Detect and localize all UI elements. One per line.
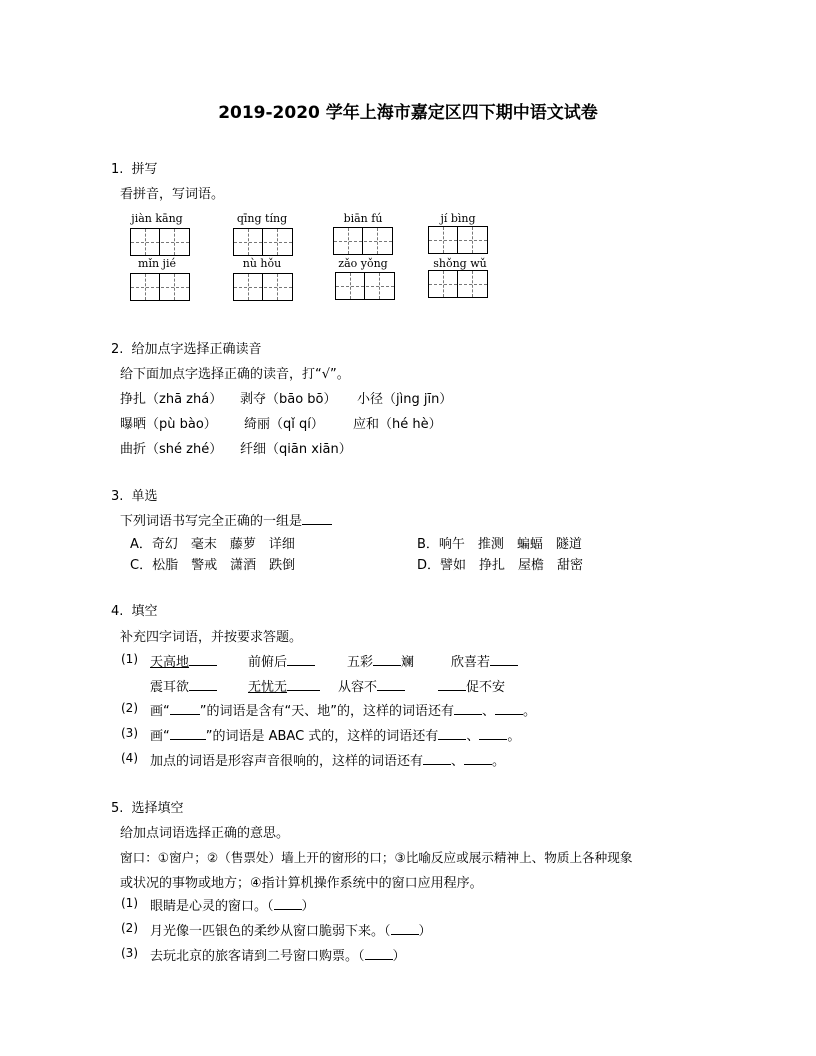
close-paren: ）: [418, 924, 432, 939]
pinyin-label: shǒng wǔ: [433, 257, 487, 270]
q2-item[interactable]: 应和（hé hè）: [353, 417, 442, 432]
q4-heading: [111, 600, 158, 619]
q1-instruction: 看拼音，写词语。: [120, 187, 225, 202]
writing-grid[interactable]: [233, 273, 293, 301]
writing-grid[interactable]: [335, 272, 395, 300]
answer-blank[interactable]: [495, 702, 523, 715]
q4-number: 4.: [111, 604, 124, 619]
q4-sub1-number: (1): [121, 652, 138, 666]
answer-blank[interactable]: [373, 653, 401, 666]
q2-item[interactable]: 曲折（shé zhé）: [120, 442, 223, 457]
word-text: 斓: [401, 655, 415, 670]
writing-grid[interactable]: [130, 273, 190, 301]
answer-blank[interactable]: [454, 702, 482, 715]
q4-sub2-text: 画“: [150, 704, 170, 719]
q4-instruction: 补充四字词语，并按要求答题。: [120, 630, 303, 645]
page-title: 2019-2020 学年上海市嘉定区四下期中语文试卷: [218, 103, 598, 123]
q5-sub1-number: (1): [121, 896, 138, 910]
answer-blank[interactable]: [438, 678, 466, 691]
q4-sub3-number: (3): [121, 726, 138, 740]
close-paren: ）: [301, 899, 315, 914]
writing-grid[interactable]: [428, 270, 488, 298]
answer-blank[interactable]: [391, 922, 419, 935]
separator: 、: [451, 754, 465, 769]
word-text: 欣喜若: [451, 655, 491, 670]
pinyin-label: biān fú: [343, 212, 383, 225]
q2-title: 给加点字选择正确读音: [131, 342, 262, 357]
q2-number: 2.: [111, 342, 124, 357]
q2-item[interactable]: 小径（jìng jīn）: [357, 392, 453, 407]
separator: 、: [466, 729, 480, 744]
q2-item[interactable]: 挣扎（zhā zhá）: [120, 392, 223, 407]
pinyin-label: mǐn jié: [138, 257, 176, 270]
answer-blank[interactable]: [490, 653, 518, 666]
q3-stem: [120, 510, 332, 529]
q5-sub3-number: (3): [121, 946, 138, 960]
writing-grid[interactable]: [428, 226, 488, 254]
answer-blank[interactable]: [377, 678, 405, 691]
writing-grid[interactable]: [233, 228, 293, 256]
word-text: 促不安: [466, 680, 506, 695]
q4-title: 填空: [131, 604, 158, 619]
pinyin-label: zǎo yǒng: [338, 257, 388, 270]
q5-sub2-number: (2): [121, 921, 138, 935]
q1-number: 1.: [111, 162, 124, 177]
q4-sub2-number: (2): [121, 701, 138, 715]
separator: 、: [481, 704, 495, 719]
period: 。: [522, 704, 536, 719]
answer-blank[interactable]: [365, 947, 393, 960]
q4-sub4-text: 加点的词语是形容声音很响的，这样的词语还有: [150, 754, 424, 769]
q5-sub3-text: 去玩北京的旅客请到二号窗口购票。（: [150, 949, 365, 964]
period: 。: [507, 729, 521, 744]
answer-blank[interactable]: [423, 752, 451, 765]
word-text: 震耳欲: [150, 680, 190, 695]
answer-blank[interactable]: [302, 512, 332, 525]
writing-grid[interactable]: [130, 228, 190, 256]
word-text: 五彩: [347, 655, 374, 670]
period: 。: [492, 754, 506, 769]
q4-sub3-text: 画“: [150, 729, 170, 744]
pinyin-label: jí bìng: [440, 212, 476, 225]
q5-sub2-text: 月光像一匹银色的柔纱从窗口脆弱下来。（: [150, 924, 391, 939]
answer-blank[interactable]: [464, 752, 492, 765]
q2-item[interactable]: 剥夺（bāo bō）: [240, 392, 337, 407]
q4-word: [150, 651, 217, 670]
q4-sub2-text: ”的词语是含有“天、地”的，这样的词语还有: [199, 704, 454, 719]
q2-item[interactable]: 曝晒（pù bào）: [120, 417, 217, 432]
option-a[interactable]: A．奇幻 毫末 藤萝 详细: [130, 537, 295, 552]
q4-sub2: [150, 700, 536, 719]
q4-word: [338, 676, 405, 695]
answer-blank[interactable]: [479, 727, 507, 740]
underline-sample: [170, 702, 200, 715]
pinyin-label: nù hǒu: [242, 257, 282, 270]
writing-grid[interactable]: [333, 227, 393, 255]
pinyin-label: jiàn kāng: [131, 212, 183, 225]
q4-word: [347, 651, 414, 670]
q4-sub4: [150, 750, 505, 769]
answer-blank[interactable]: [189, 653, 217, 666]
q2-instruction: 给下面加点字选择正确的读音，打“√”。: [120, 367, 350, 382]
answer-blank[interactable]: [189, 678, 217, 691]
q4-word: [150, 676, 217, 695]
q5-title: 选择填空: [131, 801, 184, 816]
q5-number: 5.: [111, 801, 124, 816]
close-paren: ）: [392, 949, 406, 964]
q5-definition-line: 或状况的事物或地方；④指计算机操作系统中的窗口应用程序。: [120, 876, 483, 891]
pinyin-label: qīng tíng: [236, 212, 288, 225]
q3-number: 3.: [111, 489, 124, 504]
q5-sub2: [150, 920, 432, 939]
word-underlined: 无忧无: [248, 680, 288, 695]
word-text: 前俯后: [248, 655, 288, 670]
answer-blank[interactable]: [287, 678, 320, 691]
answer-blank[interactable]: [438, 727, 466, 740]
q2-item[interactable]: 绮丽（qǐ qí）: [244, 417, 324, 432]
q4-word: [451, 651, 518, 670]
word-text: 从容不: [338, 680, 378, 695]
q4-word: [438, 676, 505, 695]
option-d[interactable]: D．譬如 挣扎 屋檐 甜密: [417, 558, 584, 573]
q4-word: [248, 651, 315, 670]
option-b[interactable]: B．响午 推测 蝙蝠 隧道: [417, 537, 582, 552]
q1-heading: [111, 158, 158, 177]
q1-title: 拼写: [131, 162, 158, 177]
q2-heading: [111, 338, 262, 357]
q5-definition-line: 窗口：①窗户；②（售票处）墙上开的窗形的口；③比喻反应或展示精神上、物质上各种现象: [120, 850, 633, 865]
q3-stem-text: 下列词语书写完全正确的一组是: [120, 514, 303, 529]
q5-sub3: [150, 945, 406, 964]
q2-item[interactable]: 纤细（qiān xiān）: [240, 442, 352, 457]
option-c[interactable]: C．松脂 警戒 潇酒 跌倒: [130, 558, 296, 573]
q5-sub1-text: 眼睛是心灵的窗口。（: [150, 899, 274, 914]
answer-blank[interactable]: [274, 897, 302, 910]
answer-blank[interactable]: [287, 653, 315, 666]
q5-sub1: [150, 895, 315, 914]
q5-instruction: 给加点词语选择正确的意思。: [120, 826, 290, 841]
underline-sample: [170, 727, 206, 740]
q3-title: 单选: [131, 489, 158, 504]
q4-sub3-text: ”的词语是 ABAC 式的，这样的词语还有: [205, 729, 439, 744]
q4-word: [248, 676, 320, 695]
q4-sub3: [150, 725, 520, 744]
q4-sub4-number: (4): [121, 751, 138, 765]
word-underlined: 天高地: [150, 655, 190, 670]
q3-heading: [111, 485, 158, 504]
q5-heading: [111, 797, 184, 816]
